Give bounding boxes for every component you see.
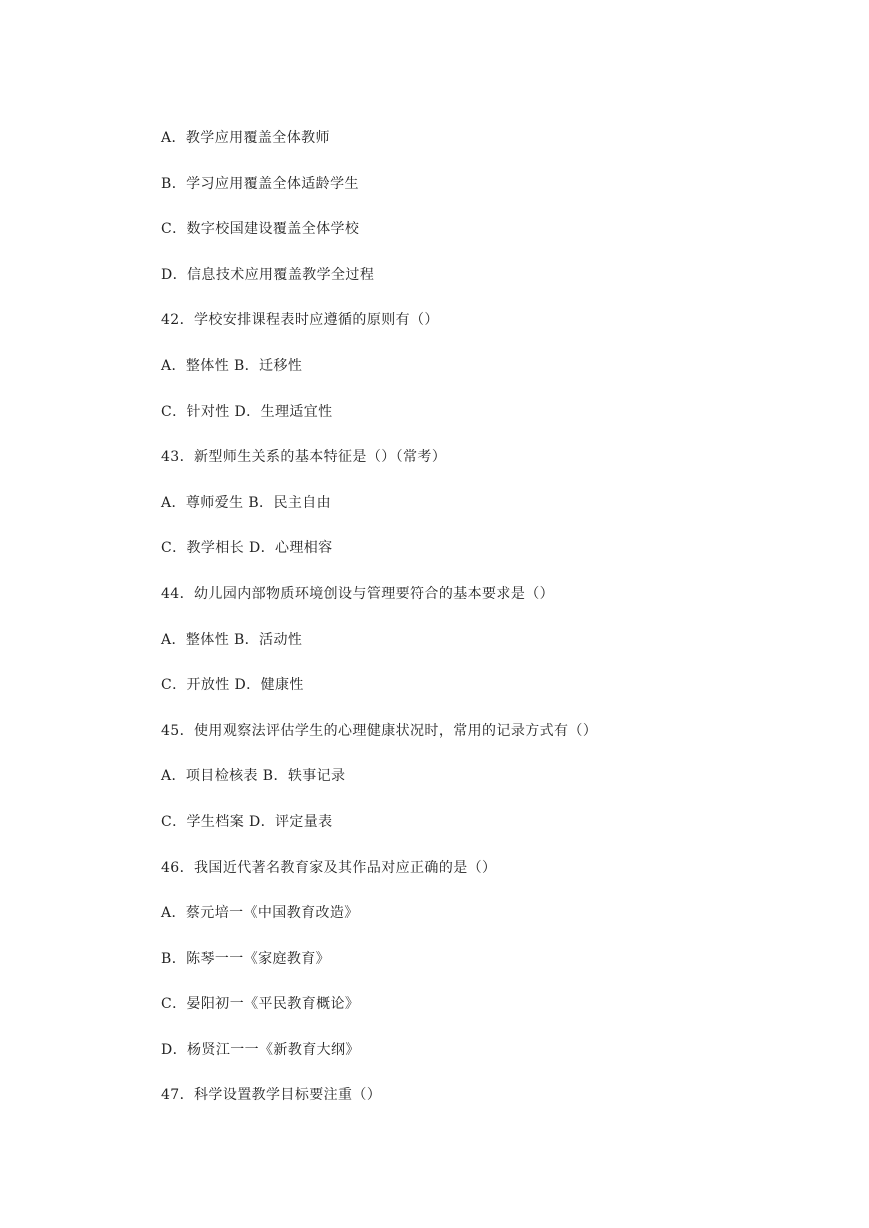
question-line: 46．我国近代著名教育家及其作品对应正确的是（） [161, 859, 497, 876]
question-line: 47．科学设置教学目标要注重（） [161, 1087, 382, 1104]
option-line: C．针对性 D．生理适宜性 [161, 403, 333, 420]
option-line: A．整体性 B．迁移性 [161, 357, 303, 374]
option-line: A．尊师爱生 B．民主自由 [161, 494, 332, 511]
option-line: C．开放性 D．健康性 [161, 677, 304, 694]
question-line: 42．学校安排课程表时应遵循的原则有（） [161, 312, 439, 329]
option-line: C．晏阳初一《平民教育概论》 [161, 996, 360, 1013]
option-line: C．教学相长 D．心理相容 [161, 540, 333, 557]
option-line: D．杨贤江一一《新教育大纲》 [161, 1041, 360, 1058]
question-line: 43．新型师生关系的基本特征是（）（常考） [161, 449, 447, 466]
option-line: A．教学应用覆盖全体教师 [161, 130, 330, 146]
option-line: C．学生档案 D．评定量表 [161, 813, 333, 830]
question-list [161, 126, 841, 1129]
option-line: B．陈琴一一《家庭教育》 [161, 950, 331, 967]
option-line: A．整体性 B．活动性 [161, 631, 303, 648]
option-line: B．学习应用覆盖全体适龄学生 [161, 175, 359, 192]
option-line: A．项目检核表 B．轶事记录 [161, 768, 346, 785]
option-line: C．数字校国建设覆盖全体学校 [161, 221, 360, 238]
option-line: A．蔡元培一《中国教育改造》 [161, 905, 359, 922]
question-line: 45．使用观察法评估学生的心理健康状况时，常用的记录方式有（） [161, 722, 598, 739]
question-line: 44．幼儿园内部物质环境创设与管理要符合的基本要求是（） [161, 585, 555, 602]
option-line: D．信息技术应用覆盖教学全过程 [161, 266, 375, 283]
